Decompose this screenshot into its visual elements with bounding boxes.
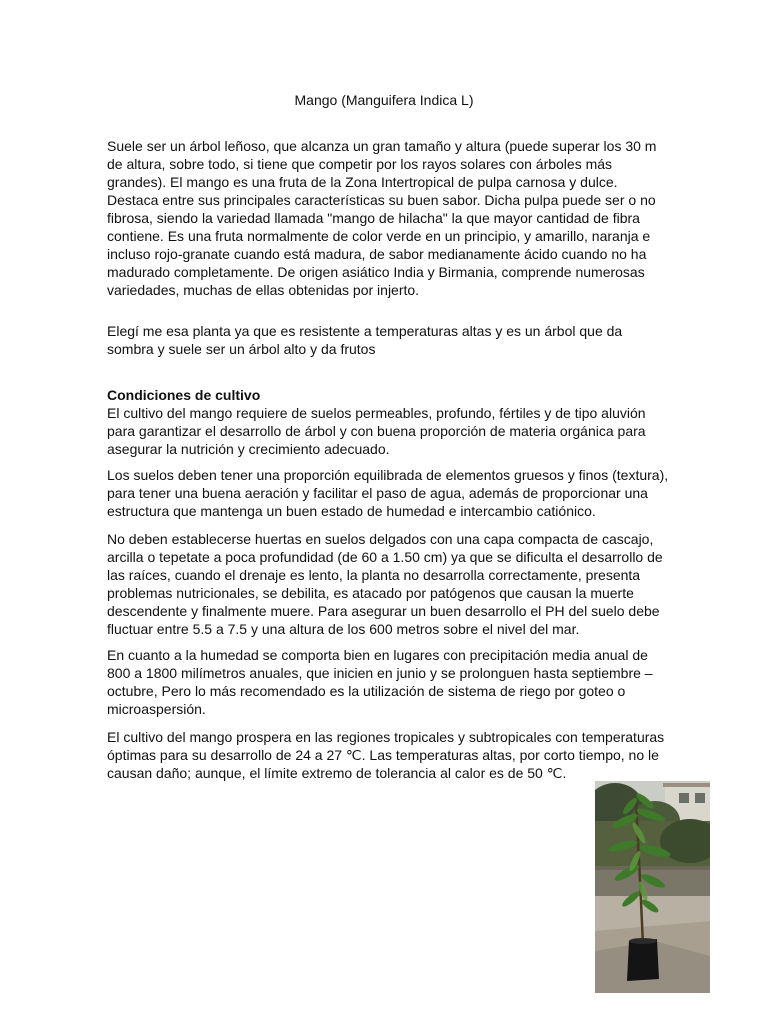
text-line: grandes). El mango es una fruta de la Zona Intertropical de pulpa carnosa y dulce. [107,174,618,190]
temperatura-paragraph [107,728,667,782]
text-line: El cultivo del mango requiere de suelos permeables, profundo, fértiles y de tipo aluvión [107,405,646,421]
text-line: para garantizar el desarrollo de árbol y con buena proporción de materia orgánica para [107,423,646,439]
text-line: arcilla o tepetate a poca profundidad (de 60 a 1.50 cm) ya que se dificulta el desarrollo de [107,549,663,565]
text-line: El cultivo del mango prospera en las regiones tropicales y subtropicales con temperaturas [107,729,665,745]
text-line: Elegí me esa planta ya que es resistente a temperaturas altas y es un árbol que da [107,323,623,339]
text-line: descendente y finalmente muere. Para asegurar un buen desarrollo el PH del suelo debe [107,603,660,619]
suelos-paragraph [107,466,667,520]
intro-paragraph [107,137,667,299]
text-line: Destaca entre sus principales características su buen sabor. Dicha pulpa puede ser o no [107,192,656,208]
text-line: óptimas para su desarrollo de 24 a 27 ℃. Las temperaturas altas, por corto tiempo, no le [107,747,659,763]
text-line: fluctuar entre 5.5 a 7.5 y una altura de los 600 metros sobre el nivel del mar. [107,621,580,637]
humedad-paragraph [107,646,667,718]
mango-plant-illustration [595,781,710,993]
text-line: problemas nutricionales, se debilita, es atacado por patógenos que causan la muerte [107,585,634,601]
section-heading: Condiciones de cultivo [107,387,261,403]
choice-paragraph [107,322,667,358]
cultivo-paragraph [107,386,667,458]
text-line: 800 a 1800 milímetros anuales, que inicien en junio y se prolonguen hasta septiembre – [107,665,653,681]
text-line: microaspersión. [107,701,206,717]
text-line: fibrosa, siendo la variedad llamada "mango de hilacha" la que mayor cantidad de fibra [107,210,640,226]
text-line: En cuanto a la humedad se comporta bien en lugares con precipitación media anual de [107,647,648,663]
text-line: madurado completamente. De origen asiático India y Birmania, comprende numerosas [107,264,645,280]
text-line: octubre, Pero lo más recomendado es la utilización de sistema de riego por goteo o [107,683,626,699]
text-line: contiene. Es una fruta normalmente de color verde en un principio, y amarillo, naranja e [107,228,651,244]
text-line: Suele ser un árbol leñoso, que alcanza un gran tamaño y altura (puede superar los 30 m [107,138,657,154]
text-line: de altura, sobre todo, si tiene que competir por los rayos solares con árboles más [107,156,613,172]
text-line: asegurar la nutrición y crecimiento adecuado. [107,441,390,457]
mango-plant-photo [595,781,710,993]
text-line: No deben establecerse huertas en suelos delgados con una capa compacta de cascajo, [107,531,654,547]
text-line: las raíces, cuando el drenaje es lento, la planta no desarrolla correctamente, presenta [107,567,641,583]
text-line: incluso rojo-granate cuando está madura, de sabor medianamente ácido cuando no ha [107,246,647,262]
huertas-paragraph [107,530,667,638]
text-line: variedades, muchas de ellas obtenidas por injerto. [107,282,420,298]
text-line: sombra y suele ser un árbol alto y da frutos [107,341,376,357]
document-title: Mango (Manguifera Indica L) [294,92,474,108]
text-line: para tener una buena aeración y facilitar el paso de agua, además de proporcionar una [107,485,648,501]
text-line: causan daño; aunque, el límite extremo de tolerancia al calor es de 50 ℃. [107,765,567,781]
text-line: Los suelos deben tener una proporción equilibrada de elementos gruesos y finos (textura), [107,467,669,483]
text-line: estructura que mantenga un buen estado de humedad e intercambio catiónico. [107,503,596,519]
